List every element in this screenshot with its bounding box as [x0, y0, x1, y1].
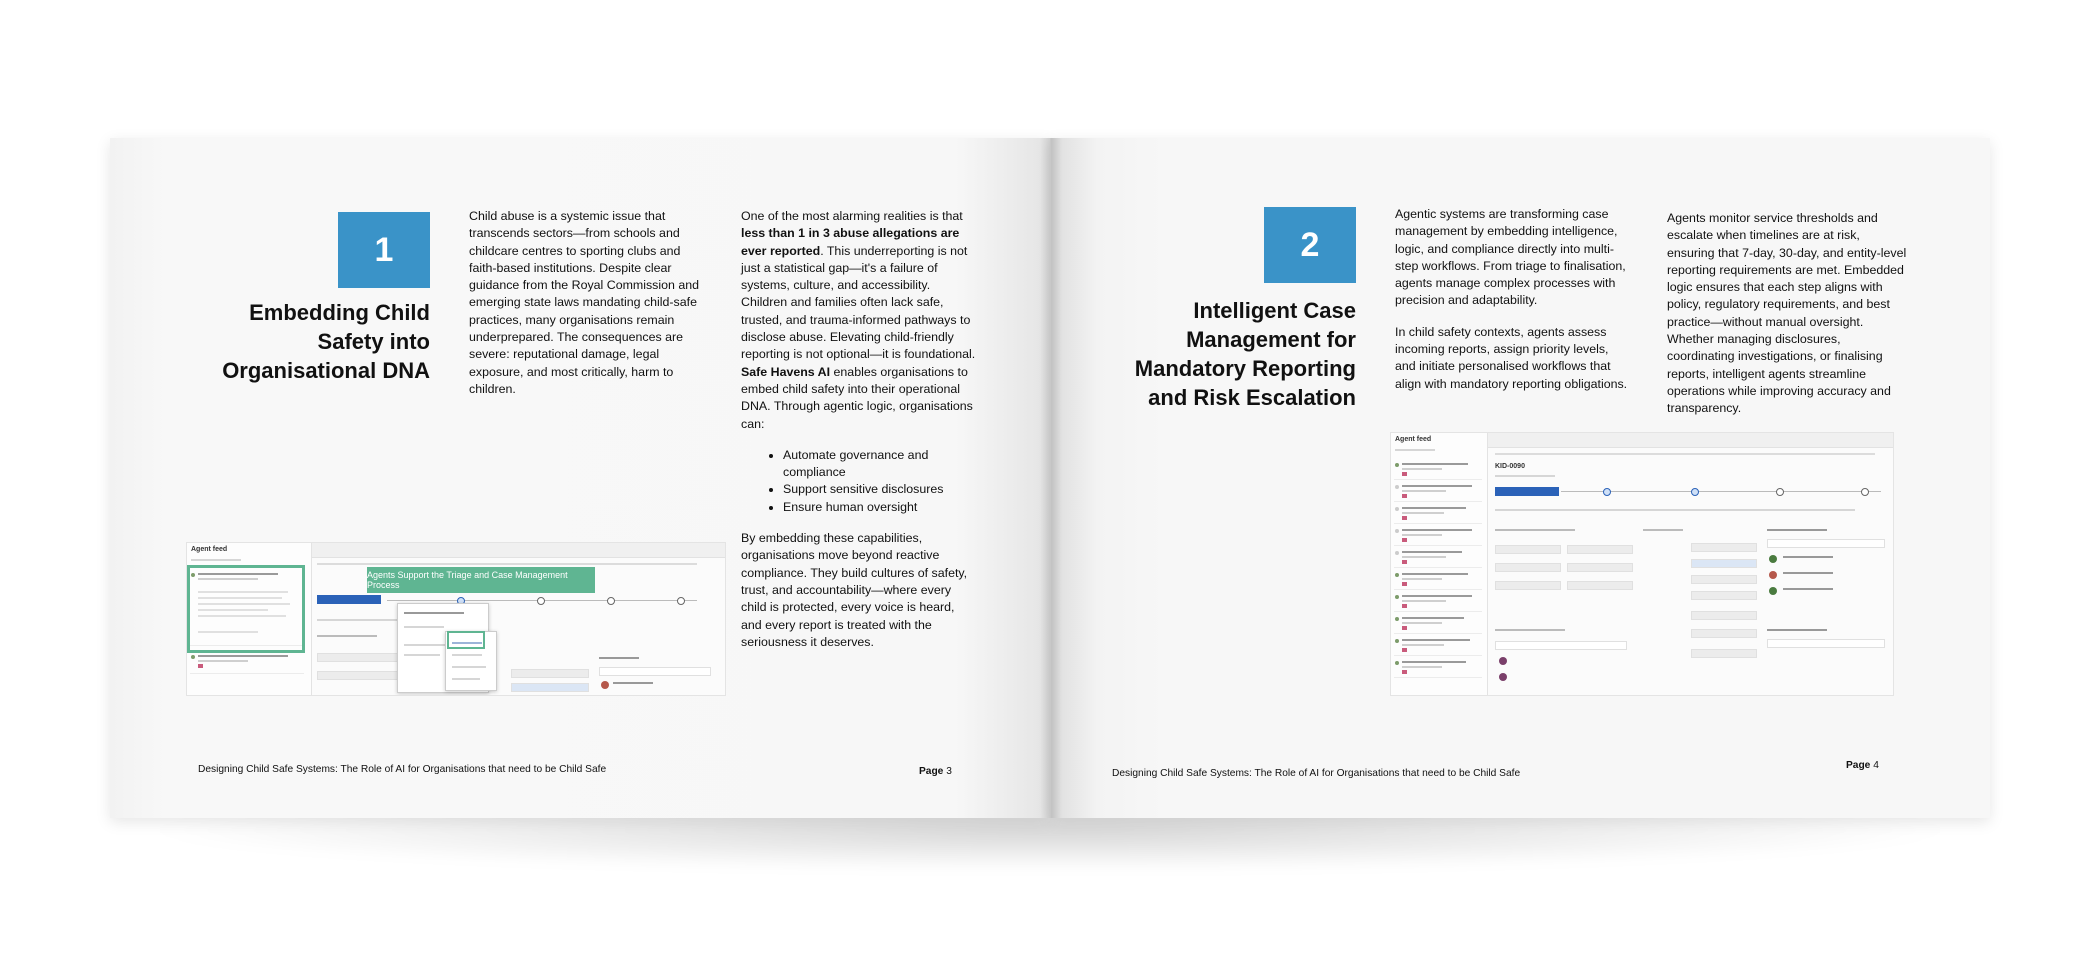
title-line: Safety into — [317, 329, 430, 354]
right-page — [1050, 138, 1990, 818]
section-title — [170, 298, 430, 385]
column-2-text — [741, 208, 977, 665]
page-number: Page 3 — [919, 766, 952, 777]
case-id: KID-0090 — [1495, 463, 1525, 470]
feed-title: Agent feed — [1395, 436, 1432, 443]
section-number: 1 — [374, 230, 394, 269]
toolbar — [1488, 433, 1893, 448]
list-item: • Ensure human oversight — [783, 499, 977, 516]
column-2-text — [1667, 210, 1907, 432]
triage-ui-mockup — [186, 542, 726, 696]
page-footer: Designing Child Safe Systems: The Role of AI for Organisations that need to be Child Safe — [198, 764, 607, 775]
status-pill — [1495, 487, 1559, 496]
column-1-text — [469, 208, 707, 412]
paragraph: In child safety contexts, agents assess incoming reports, assign priority levels, and initiate personalised workflows that align with mandatory reporting obligations. — [1395, 324, 1628, 391]
left-page — [110, 138, 1050, 818]
brand-name: Safe Havens AI — [741, 364, 831, 379]
page-footer: Designing Child Safe Systems: The Role of AI for Organisations that need to be Child Safe — [1112, 768, 1521, 779]
feed-item — [190, 653, 304, 674]
toolbar — [312, 543, 725, 558]
paragraph: One of the most alarming realities is that less than 1 in 3 abuse allegations are ever reported. This underreporting is not just a statistical gap—it's a failure of systems, culture, and accessibility. Children and families often lack safe, trusted, and trauma-informed pathways to disclose abuse. Elevating child-friendly reporting is not optional—it is foundational. Safe Havens AI enables organisations to embed child safety into their operational DNA. Through agentic logic, organisations can: — [741, 209, 976, 431]
status-pill — [317, 595, 381, 604]
highlight-stat: less than 1 in 3 abuse allegations are ever reported — [741, 226, 960, 258]
agent-feed-panel — [1391, 433, 1488, 695]
highlight-frame — [187, 565, 305, 653]
paragraph: By embedding these capabilities, organisations move beyond reactive compliance. They build cultures of safety, trust, and accountability—where every child is protected, every voice is heard, and every report is treated with the seriousness it deserves. — [741, 531, 968, 649]
title-line: Intelligent Case — [1193, 298, 1356, 323]
title-line: Embedding Child — [249, 300, 430, 325]
page-number: Page 4 — [1846, 760, 1879, 771]
section-number: 2 — [1300, 225, 1320, 264]
capability-list — [741, 447, 977, 516]
list-item: • Support sensitive disclosures — [783, 481, 977, 498]
title-line: Mandatory Reporting — [1134, 356, 1356, 381]
column-1-text — [1395, 206, 1631, 407]
book-spine — [1040, 138, 1062, 818]
section-title — [1050, 296, 1356, 412]
case-management-ui-mockup — [1390, 432, 1894, 696]
list-item: • Automate governance and compliance — [783, 447, 977, 482]
process-banner: Agents Support the Triage and Case Management Process — [367, 567, 595, 593]
paragraph: Agentic systems are transforming case management by embedding intelligence, logic, and compliance directly into multi-step workflows. From triage to finalisation, agents manage complex processes with precision and adaptability. — [1395, 207, 1626, 308]
title-line: Organisational DNA — [222, 358, 430, 383]
title-line: Management for — [1186, 327, 1356, 352]
section-number-box — [338, 212, 430, 288]
paragraph: Child abuse is a systemic issue that transcends sectors—from schools and childcare centres to sporting clubs and faith-based institutions. Despite clear guidance from the Royal Commission and emerging state laws mandating child-safe practices, many organisations remain underprepared. The consequences are severe: reputational damage, legal exposure, and most critically, harm to children. — [469, 209, 700, 396]
feed-title: Agent feed — [191, 546, 228, 553]
paragraph: Agents monitor service thresholds and escalate when timelines are at risk, ensuring that 7-day, 30-day, and entity-level reporting requirements are met. Embedded logic ensures that each step aligns with policy, regulatory requirements, and best practice—without manual oversight. Whether managing disclosures, coordinating investigations, or finalising reports, intelligent agents streamline operations while improving accuracy and transparency. — [1667, 211, 1907, 416]
section-number-box — [1264, 207, 1356, 283]
title-line: and Risk Escalation — [1148, 385, 1356, 410]
